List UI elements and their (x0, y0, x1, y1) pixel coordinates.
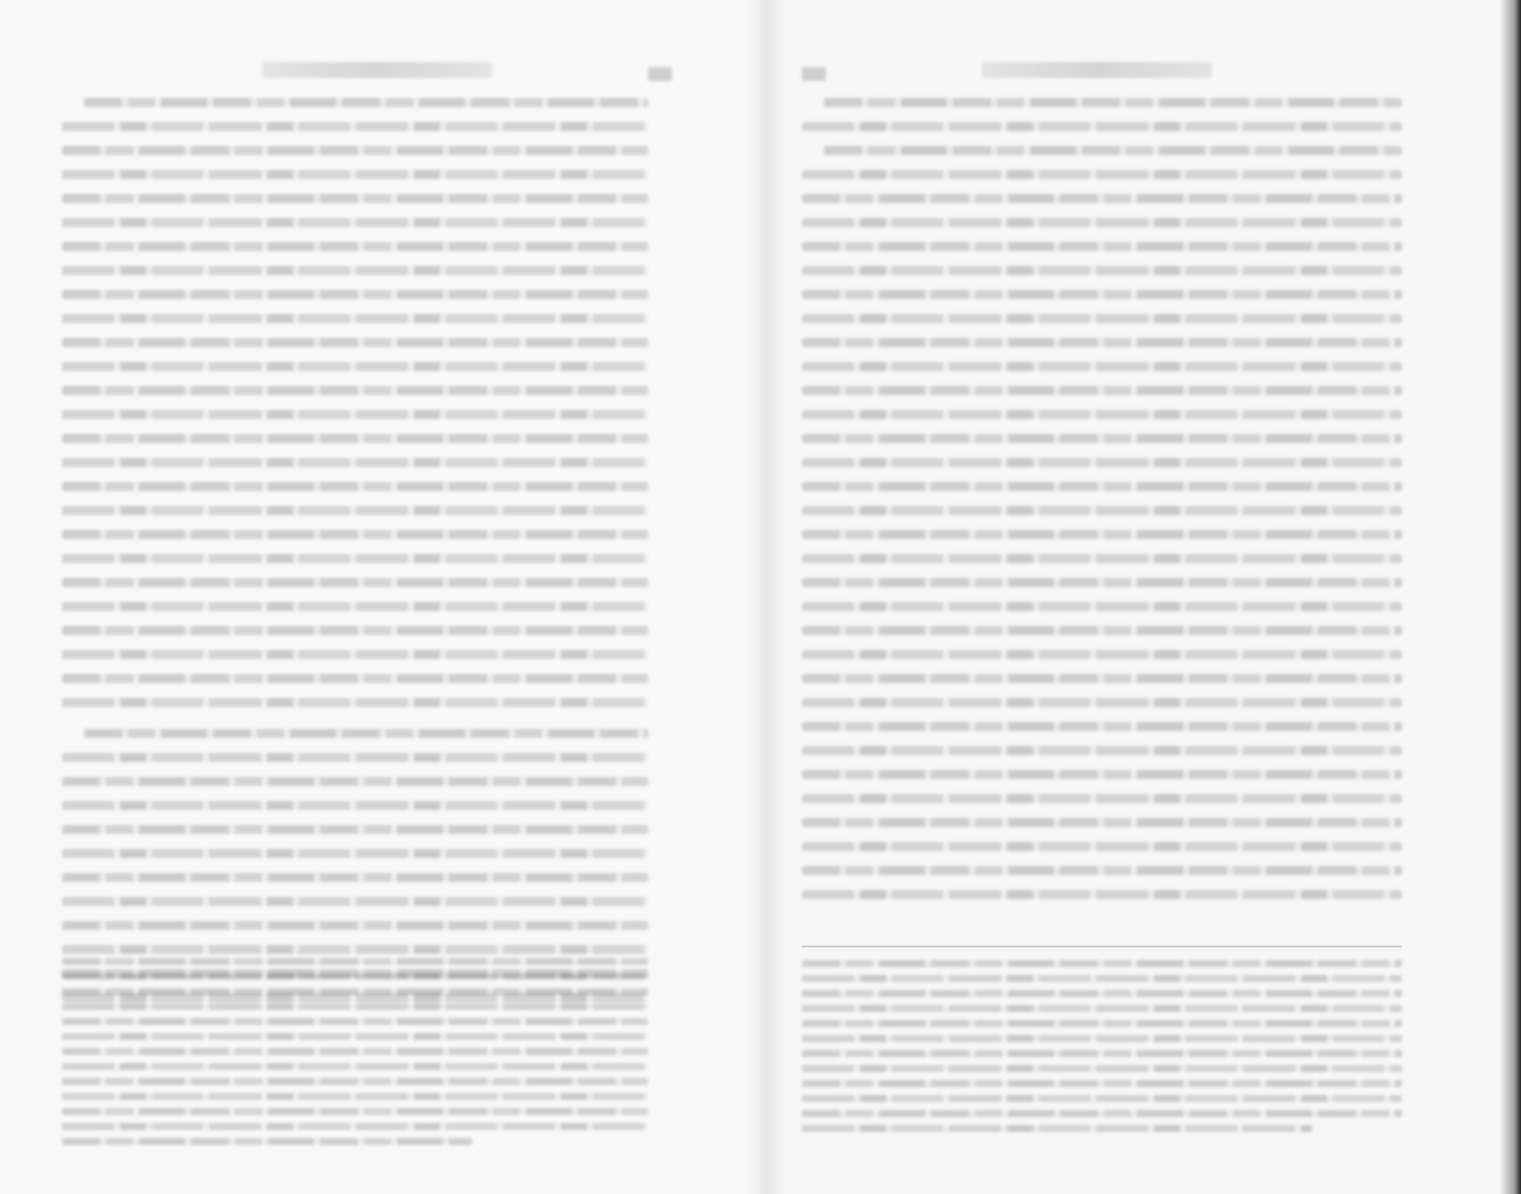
left-footnotes (62, 958, 648, 1153)
right-page-number (802, 67, 826, 81)
left-body-text (62, 98, 648, 1017)
left-page-number (648, 67, 672, 81)
right-page (760, 0, 1521, 1194)
right-running-head (982, 62, 1212, 78)
left-page (0, 0, 760, 1194)
right-body-text (802, 98, 1402, 914)
right-footnotes (802, 960, 1402, 1140)
book-gutter (745, 0, 785, 1194)
footnote-rule (802, 946, 1402, 947)
page-edge-shadow (1499, 0, 1521, 1194)
left-running-head (262, 62, 492, 78)
